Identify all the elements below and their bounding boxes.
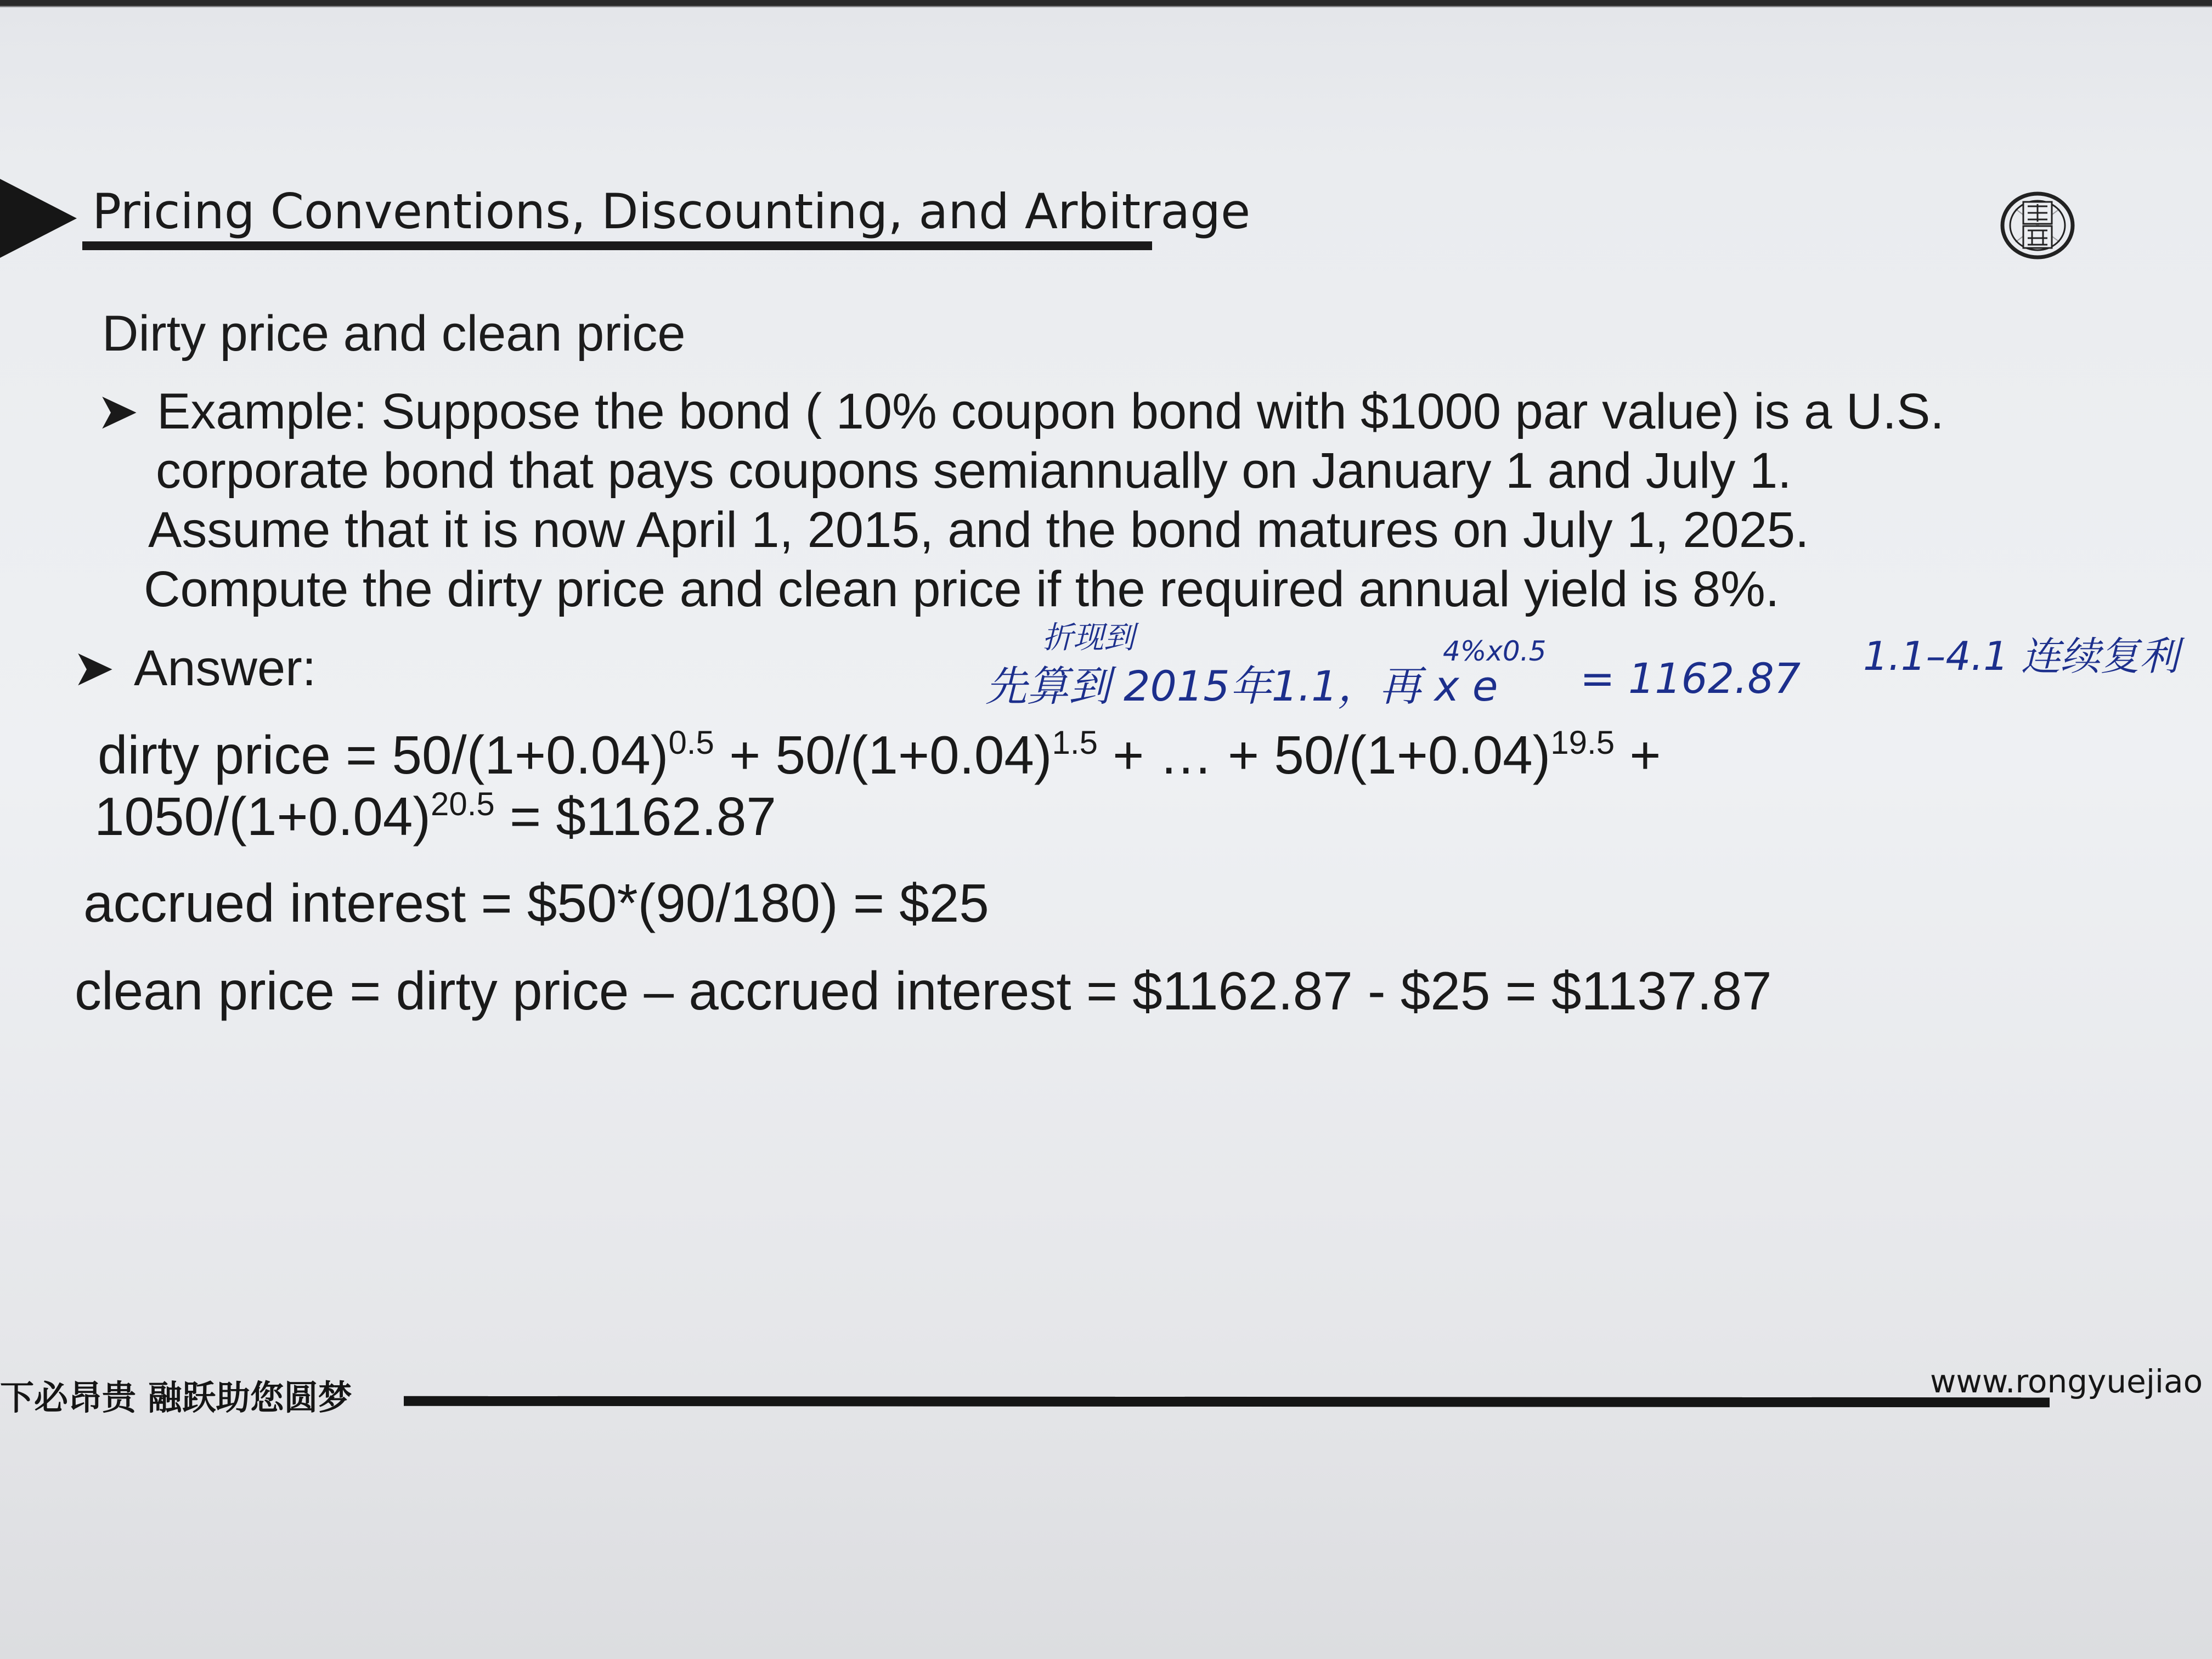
title-underline <box>82 241 1152 250</box>
footer-slogan: 下必昂贵 融跃助您圆梦 <box>0 1378 352 1418</box>
example-line-2: corporate bond that pays coupons semiannually on January 1 and July 1. <box>156 443 1792 499</box>
dirty-price-line-1: dirty price = $50/(1+0.04)^{0.5} + 50/(1+0.04)^{1.5}$ + … + $50/(1+0.04)^{19.5}$ + <box>98 724 1661 785</box>
section-heading: Dirty price and clean price <box>102 306 686 362</box>
handwritten-note-2: 1.1–4.1 连续复利 <box>1863 633 2179 679</box>
chevron-bullet-icon: ➤ <box>97 383 139 439</box>
handwritten-above-note: 折现到 <box>1042 620 1135 656</box>
handwritten-note-1: 先算到 2015年1.1，再 x e <box>985 662 1498 710</box>
example-line-1: ➤ Example: Suppose the bond ( 10% coupon bond with $1000 par value) is a U.S. <box>97 382 1944 441</box>
seal-logo-icon <box>1999 190 2076 261</box>
answer-label: ➤ Answer: <box>72 639 316 698</box>
chevron-bullet-icon: ➤ <box>72 640 115 696</box>
triangle-arrow-icon <box>0 179 77 258</box>
handwritten-exponent: 4%x0.5 <box>1443 635 1547 667</box>
footer-url: www.rongyuejiao <box>1930 1363 2203 1400</box>
slide-title: Pricing Conventions, Discounting, and Arbitrage <box>92 183 1251 240</box>
footer-rule <box>404 1396 2050 1408</box>
accrued-interest-line: accrued interest = $50*(90/180) = $25 <box>83 873 989 933</box>
clean-price-line: clean price = dirty price – accrued interest = $1162.87 - $25 = $1137.87 <box>75 961 1772 1021</box>
example-line-3: Assume that it is now April 1, 2015, and the bond matures on July 1, 2025. <box>148 502 1809 558</box>
example-line-4: Compute the dirty price and clean price if the required annual yield is 8%. <box>144 561 1780 617</box>
dirty-price-line-2: $1050/(1+0.04)^{20.5}$ = $1162.87 <box>94 786 776 847</box>
handwritten-result: = 1162.87 <box>1580 654 1801 703</box>
